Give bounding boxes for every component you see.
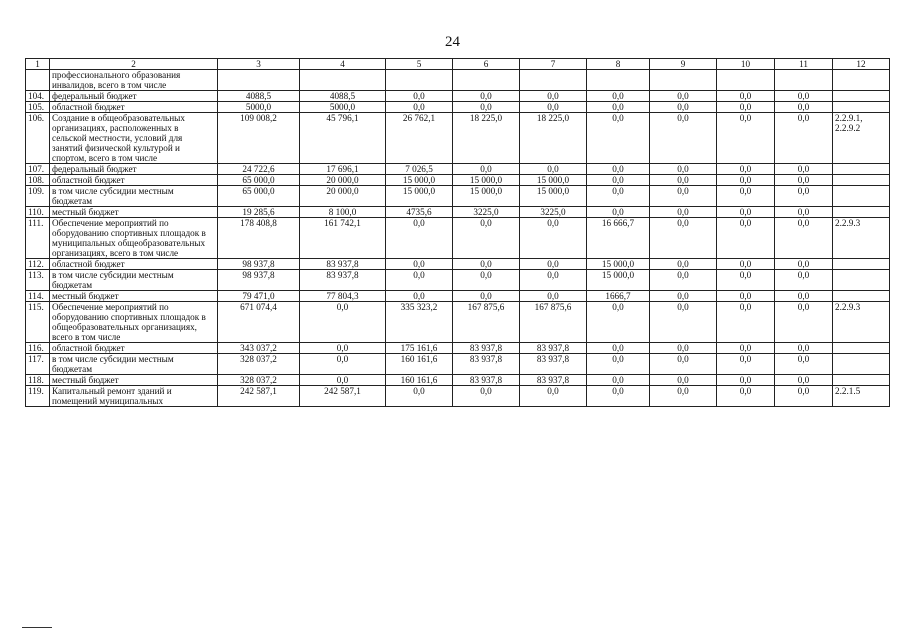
year-cell: 0,0 — [775, 175, 833, 186]
indicator-cell — [833, 186, 890, 207]
row-number-cell: 119. — [26, 386, 50, 407]
total-cell: 343 037,2 — [218, 343, 300, 354]
year-cell: 0,0 — [717, 291, 775, 302]
year-cell: 0,0 — [587, 175, 650, 186]
description-cell: областной бюджет — [50, 102, 218, 113]
year-cell: 4088,5 — [300, 91, 386, 102]
indicator-cell — [833, 91, 890, 102]
year-cell — [386, 70, 453, 91]
year-cell: 45 796,1 — [300, 113, 386, 164]
description-cell: федеральный бюджет — [50, 164, 218, 175]
year-cell: 0,0 — [587, 113, 650, 164]
column-number: 5 — [386, 59, 453, 70]
year-cell: 0,0 — [587, 343, 650, 354]
year-cell: 0,0 — [650, 375, 717, 386]
year-cell: 0,0 — [650, 386, 717, 407]
year-cell: 0,0 — [386, 91, 453, 102]
year-cell: 20 000,0 — [300, 186, 386, 207]
total-cell — [218, 70, 300, 91]
table-row — [26, 375, 890, 386]
year-cell: 7 026,5 — [386, 164, 453, 175]
row-number-cell: 107. — [26, 164, 50, 175]
column-number: 6 — [453, 59, 520, 70]
year-cell — [300, 70, 386, 91]
indicator-cell — [833, 354, 890, 375]
year-cell: 0,0 — [650, 113, 717, 164]
year-cell: 0,0 — [520, 259, 587, 270]
description-cell: Обеспечение мероприятий по оборудованию спортивных площадок в общеобразовательных организациях, всего в том числе — [50, 302, 218, 343]
year-cell: 0,0 — [386, 386, 453, 407]
year-cell: 335 323,2 — [386, 302, 453, 343]
year-cell: 15 000,0 — [386, 175, 453, 186]
indicator-cell — [833, 102, 890, 113]
row-number-cell: 110. — [26, 207, 50, 218]
table-row — [26, 91, 890, 102]
table-row — [26, 259, 890, 270]
year-cell: 0,0 — [300, 375, 386, 386]
year-cell: 0,0 — [717, 164, 775, 175]
year-cell: 4735,6 — [386, 207, 453, 218]
year-cell: 0,0 — [453, 102, 520, 113]
year-cell: 167 875,6 — [453, 302, 520, 343]
row-number-cell: 113. — [26, 270, 50, 291]
year-cell: 0,0 — [650, 207, 717, 218]
year-cell: 26 762,1 — [386, 113, 453, 164]
description-cell: Обеспечение мероприятий по оборудованию спортивных площадок в муниципальных общеобразовательных организациях, всего в том числе — [50, 218, 218, 259]
description-cell: в том числе субсидии местным бюджетам — [50, 270, 218, 291]
indicator-cell — [833, 70, 890, 91]
total-cell: 5000,0 — [218, 102, 300, 113]
year-cell — [717, 70, 775, 91]
year-cell: 15 000,0 — [587, 259, 650, 270]
year-cell: 0,0 — [587, 354, 650, 375]
year-cell: 0,0 — [775, 375, 833, 386]
year-cell: 83 937,8 — [520, 343, 587, 354]
year-cell: 0,0 — [717, 91, 775, 102]
year-cell: 0,0 — [587, 102, 650, 113]
indicator-cell — [833, 343, 890, 354]
total-cell: 328 037,2 — [218, 354, 300, 375]
year-cell: 0,0 — [650, 164, 717, 175]
table-row — [26, 386, 890, 407]
row-number-cell: 109. — [26, 186, 50, 207]
year-cell: 0,0 — [453, 164, 520, 175]
total-cell: 79 471,0 — [218, 291, 300, 302]
year-cell: 0,0 — [650, 354, 717, 375]
table-row — [26, 343, 890, 354]
description-cell: Капитальный ремонт зданий и помещений муниципальных — [50, 386, 218, 407]
year-cell: 0,0 — [775, 270, 833, 291]
year-cell — [587, 70, 650, 91]
description-cell: местный бюджет — [50, 375, 218, 386]
year-cell: 83 937,8 — [520, 375, 587, 386]
description-cell: областной бюджет — [50, 343, 218, 354]
total-cell: 98 937,8 — [218, 259, 300, 270]
year-cell: 175 161,6 — [386, 343, 453, 354]
year-cell: 83 937,8 — [300, 259, 386, 270]
row-number-cell: 111. — [26, 218, 50, 259]
year-cell: 83 937,8 — [453, 354, 520, 375]
year-cell: 0,0 — [587, 91, 650, 102]
footnote-divider — [22, 627, 52, 628]
table-row — [26, 354, 890, 375]
table-row — [26, 270, 890, 291]
year-cell: 0,0 — [717, 175, 775, 186]
year-cell: 0,0 — [650, 175, 717, 186]
year-cell: 0,0 — [775, 102, 833, 113]
table-row — [26, 291, 890, 302]
table-row — [26, 186, 890, 207]
year-cell: 83 937,8 — [453, 343, 520, 354]
total-cell: 328 037,2 — [218, 375, 300, 386]
description-cell: федеральный бюджет — [50, 91, 218, 102]
year-cell: 0,0 — [717, 354, 775, 375]
year-cell: 0,0 — [717, 218, 775, 259]
year-cell: 0,0 — [587, 302, 650, 343]
year-cell: 0,0 — [775, 164, 833, 175]
year-cell: 0,0 — [453, 386, 520, 407]
table-body — [26, 59, 890, 407]
table-row — [26, 302, 890, 343]
indicator-cell — [833, 175, 890, 186]
table-row — [26, 175, 890, 186]
total-cell: 24 722,6 — [218, 164, 300, 175]
budget-table — [25, 58, 890, 407]
year-cell: 0,0 — [775, 302, 833, 343]
year-cell: 83 937,8 — [453, 375, 520, 386]
description-cell: местный бюджет — [50, 291, 218, 302]
total-cell: 671 074,4 — [218, 302, 300, 343]
year-cell: 161 742,1 — [300, 218, 386, 259]
column-number: 2 — [50, 59, 218, 70]
year-cell: 0,0 — [453, 91, 520, 102]
year-cell: 0,0 — [453, 270, 520, 291]
row-number-cell: 117. — [26, 354, 50, 375]
year-cell: 0,0 — [386, 291, 453, 302]
description-cell: Создание в общеобразовательных организациях, расположенных в сельской местности, условий для занятий физической культурой и спортом, всего в том числе — [50, 113, 218, 164]
year-cell: 0,0 — [520, 270, 587, 291]
year-cell: 160 161,6 — [386, 354, 453, 375]
year-cell: 18 225,0 — [520, 113, 587, 164]
column-number: 3 — [218, 59, 300, 70]
indicator-cell — [833, 291, 890, 302]
column-number-row — [26, 59, 890, 70]
year-cell: 0,0 — [650, 302, 717, 343]
year-cell — [520, 70, 587, 91]
row-number-cell: 112. — [26, 259, 50, 270]
year-cell: 15 000,0 — [453, 175, 520, 186]
year-cell: 0,0 — [775, 113, 833, 164]
year-cell: 0,0 — [717, 343, 775, 354]
year-cell: 0,0 — [587, 207, 650, 218]
indicator-cell: 2.2.9.3 — [833, 218, 890, 259]
row-number-cell: 114. — [26, 291, 50, 302]
year-cell: 0,0 — [775, 91, 833, 102]
year-cell: 0,0 — [386, 102, 453, 113]
year-cell: 83 937,8 — [300, 270, 386, 291]
row-number-cell: 104. — [26, 91, 50, 102]
column-number: 10 — [717, 59, 775, 70]
table-row — [26, 164, 890, 175]
total-cell: 98 937,8 — [218, 270, 300, 291]
year-cell: 77 804,3 — [300, 291, 386, 302]
indicator-cell: 2.2.9.1, 2.2.9.2 — [833, 113, 890, 164]
row-number-cell: 115. — [26, 302, 50, 343]
column-number: 7 — [520, 59, 587, 70]
year-cell: 15 000,0 — [453, 186, 520, 207]
year-cell: 0,0 — [775, 259, 833, 270]
description-cell: в том числе субсидии местным бюджетам — [50, 186, 218, 207]
table-row — [26, 102, 890, 113]
row-number-cell: 106. — [26, 113, 50, 164]
column-number: 9 — [650, 59, 717, 70]
year-cell: 0,0 — [300, 302, 386, 343]
total-cell: 109 008,2 — [218, 113, 300, 164]
year-cell: 15 000,0 — [587, 270, 650, 291]
year-cell: 0,0 — [717, 102, 775, 113]
year-cell: 1666,7 — [587, 291, 650, 302]
column-number: 8 — [587, 59, 650, 70]
year-cell: 0,0 — [717, 302, 775, 343]
indicator-cell — [833, 375, 890, 386]
year-cell: 0,0 — [587, 386, 650, 407]
indicator-cell: 2.2.9.3 — [833, 302, 890, 343]
year-cell: 167 875,6 — [520, 302, 587, 343]
year-cell: 0,0 — [650, 91, 717, 102]
year-cell: 15 000,0 — [386, 186, 453, 207]
row-number-cell — [26, 70, 50, 91]
indicator-cell — [833, 207, 890, 218]
year-cell: 0,0 — [717, 259, 775, 270]
year-cell: 0,0 — [775, 386, 833, 407]
year-cell: 3225,0 — [520, 207, 587, 218]
year-cell: 15 000,0 — [520, 186, 587, 207]
year-cell: 18 225,0 — [453, 113, 520, 164]
year-cell: 0,0 — [775, 343, 833, 354]
year-cell: 0,0 — [520, 102, 587, 113]
column-number: 11 — [775, 59, 833, 70]
indicator-cell — [833, 270, 890, 291]
row-number-cell: 108. — [26, 175, 50, 186]
year-cell: 83 937,8 — [520, 354, 587, 375]
description-cell: в том числе субсидии местным бюджетам — [50, 354, 218, 375]
year-cell: 0,0 — [520, 164, 587, 175]
year-cell: 0,0 — [717, 207, 775, 218]
year-cell: 0,0 — [453, 291, 520, 302]
year-cell: 0,0 — [775, 218, 833, 259]
year-cell: 17 696,1 — [300, 164, 386, 175]
year-cell: 0,0 — [587, 186, 650, 207]
year-cell: 0,0 — [775, 186, 833, 207]
table-row — [26, 113, 890, 164]
description-cell: профессионального образования инвалидов, всего в том числе — [50, 70, 218, 91]
year-cell: 5000,0 — [300, 102, 386, 113]
row-number-cell: 105. — [26, 102, 50, 113]
year-cell: 0,0 — [717, 113, 775, 164]
page-number: 24 — [445, 34, 460, 50]
column-number: 1 — [26, 59, 50, 70]
indicator-cell — [833, 164, 890, 175]
year-cell: 0,0 — [650, 186, 717, 207]
table-row — [26, 207, 890, 218]
year-cell: 0,0 — [717, 270, 775, 291]
description-cell: областной бюджет — [50, 175, 218, 186]
indicator-cell — [833, 259, 890, 270]
total-cell: 178 408,8 — [218, 218, 300, 259]
year-cell: 0,0 — [650, 259, 717, 270]
year-cell: 0,0 — [775, 354, 833, 375]
total-cell: 242 587,1 — [218, 386, 300, 407]
year-cell: 8 100,0 — [300, 207, 386, 218]
year-cell: 0,0 — [300, 354, 386, 375]
year-cell: 242 587,1 — [300, 386, 386, 407]
year-cell: 0,0 — [775, 291, 833, 302]
total-cell: 4088,5 — [218, 91, 300, 102]
column-number: 12 — [833, 59, 890, 70]
year-cell: 0,0 — [650, 291, 717, 302]
year-cell: 0,0 — [717, 186, 775, 207]
description-cell: областной бюджет — [50, 259, 218, 270]
year-cell: 3225,0 — [453, 207, 520, 218]
year-cell — [453, 70, 520, 91]
row-number-cell: 116. — [26, 343, 50, 354]
year-cell — [650, 70, 717, 91]
year-cell: 16 666,7 — [587, 218, 650, 259]
year-cell: 0,0 — [587, 164, 650, 175]
total-cell: 19 285,6 — [218, 207, 300, 218]
year-cell: 0,0 — [300, 343, 386, 354]
row-number-cell: 118. — [26, 375, 50, 386]
year-cell: 15 000,0 — [520, 175, 587, 186]
year-cell — [775, 70, 833, 91]
indicator-cell: 2.2.1.5 — [833, 386, 890, 407]
year-cell: 0,0 — [520, 386, 587, 407]
year-cell: 0,0 — [650, 343, 717, 354]
year-cell: 0,0 — [717, 386, 775, 407]
year-cell: 0,0 — [453, 218, 520, 259]
year-cell: 0,0 — [775, 207, 833, 218]
year-cell: 0,0 — [520, 91, 587, 102]
year-cell: 0,0 — [650, 270, 717, 291]
year-cell: 0,0 — [386, 259, 453, 270]
year-cell: 20 000,0 — [300, 175, 386, 186]
table-row — [26, 70, 890, 91]
year-cell: 0,0 — [650, 218, 717, 259]
year-cell: 0,0 — [650, 102, 717, 113]
year-cell: 0,0 — [453, 259, 520, 270]
year-cell: 0,0 — [386, 218, 453, 259]
total-cell: 65 000,0 — [218, 186, 300, 207]
description-cell: местный бюджет — [50, 207, 218, 218]
table-row — [26, 218, 890, 259]
column-number: 4 — [300, 59, 386, 70]
year-cell: 0,0 — [520, 291, 587, 302]
year-cell: 0,0 — [386, 270, 453, 291]
year-cell: 0,0 — [520, 218, 587, 259]
year-cell: 0,0 — [717, 375, 775, 386]
total-cell: 65 000,0 — [218, 175, 300, 186]
year-cell: 0,0 — [587, 375, 650, 386]
year-cell: 160 161,6 — [386, 375, 453, 386]
